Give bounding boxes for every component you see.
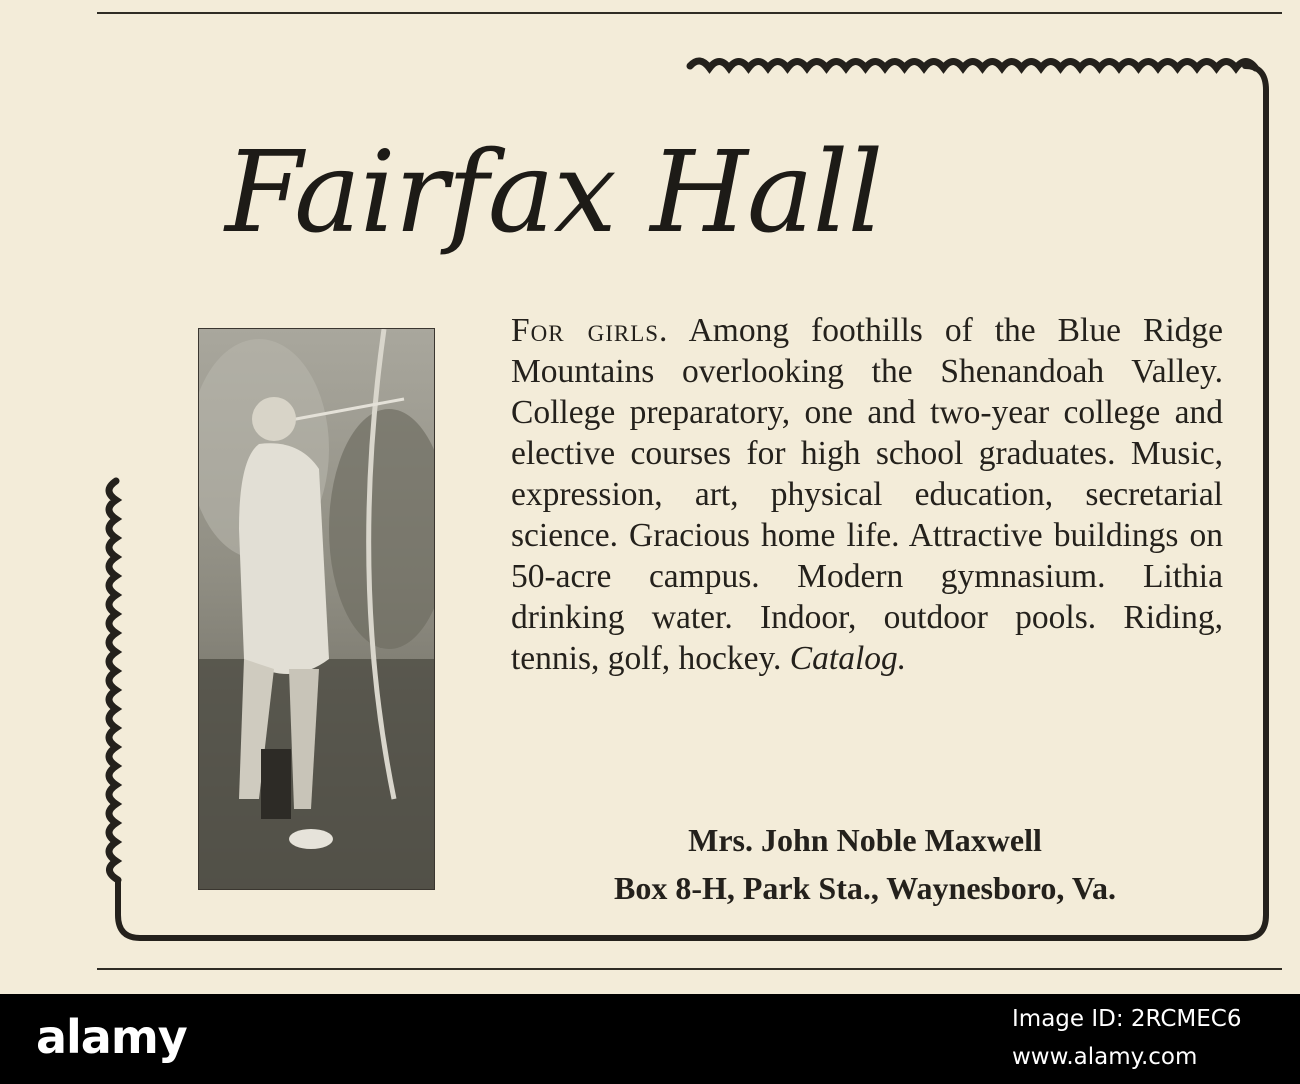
catalog-label: Catalog. xyxy=(789,640,907,677)
body-lead: For girls. xyxy=(511,312,669,349)
ad-body-text xyxy=(511,310,1223,679)
alamy-logo: alamy xyxy=(36,1010,187,1064)
body-copy: Among foothills of the Blue Ridge Mountains overlooking the Shenandoah Valley. College preparatory, one and two-year college and elective courses for high school graduates. Music, expression, art, physical education, secretarial science. Gracious home life. Attractive buildings on 50-acre campus. Modern gymnasium. Lithia drinking water. Indoor, outdoor pools. Riding, tennis, golf, hockey. xyxy=(511,312,1223,677)
contact-name: Mrs. John Noble Maxwell xyxy=(688,822,1042,858)
ad-title: Fairfax Hall xyxy=(225,128,883,258)
archer-photo xyxy=(198,328,435,890)
bottom-rule xyxy=(97,968,1282,970)
site-url: www.alamy.com xyxy=(1012,1044,1198,1070)
contact-address: Box 8-H, Park Sta., Waynesboro, Va. xyxy=(613,870,1116,906)
image-id-label: Image ID: 2RCMEC6 xyxy=(1012,1006,1242,1032)
